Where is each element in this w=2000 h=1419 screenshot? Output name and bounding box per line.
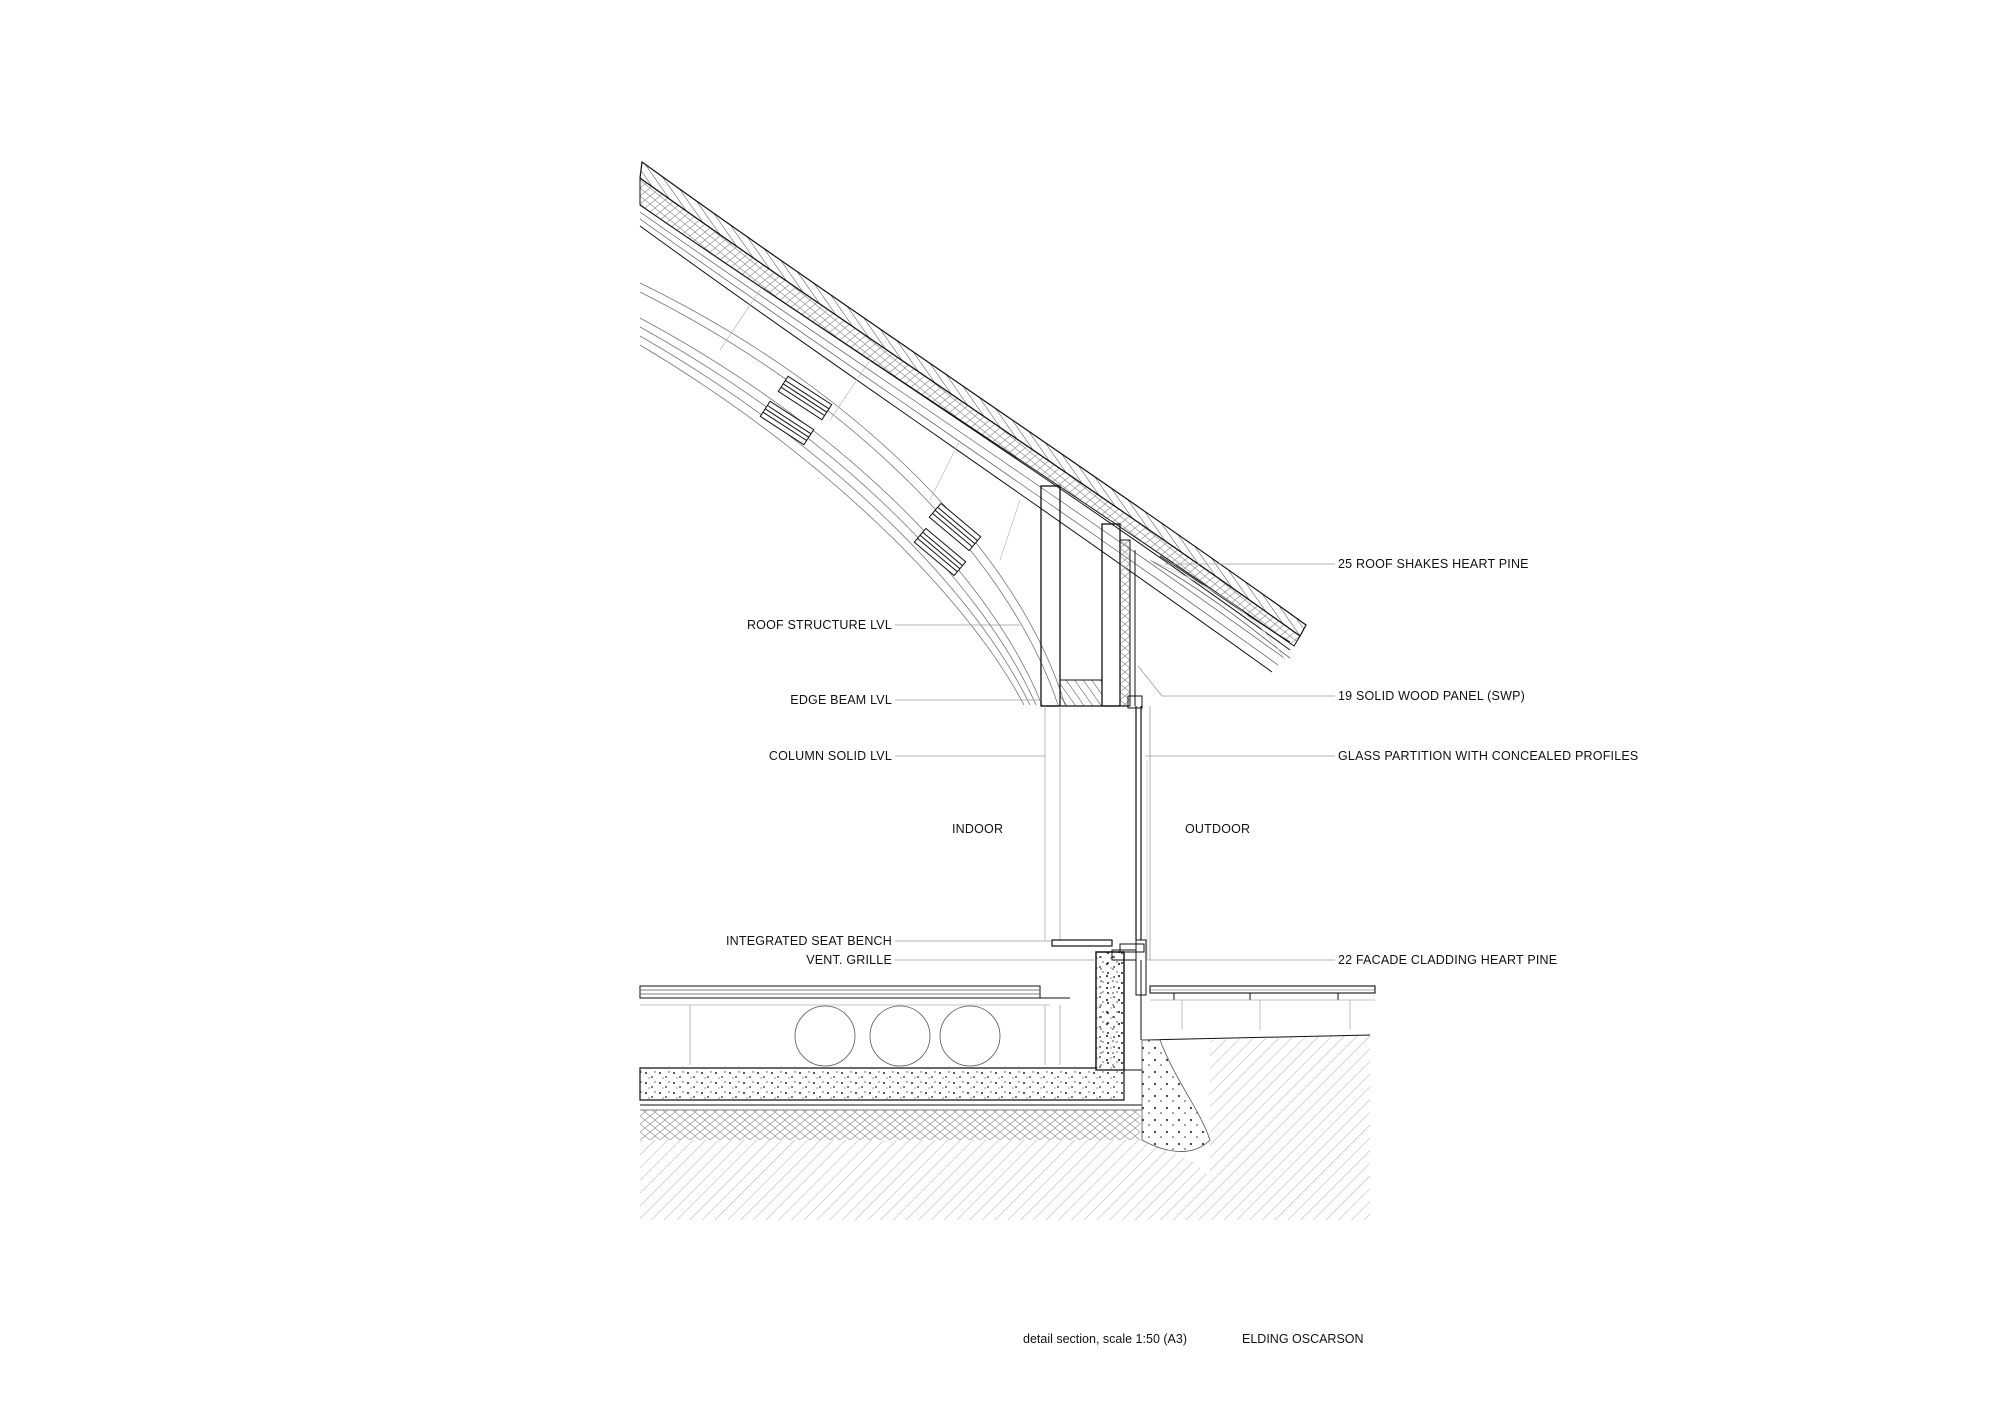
label-outdoor: OUTDOOR [1185,822,1251,836]
facade-cladding [1136,940,1146,1040]
label-roof-structure: ROOF STRUCTURE LVL [746,618,892,632]
roof-assembly [640,162,1306,705]
label-edge-beam: EDGE BEAM LVL [790,693,892,707]
column [1045,706,1060,940]
services-pipes [795,1006,1000,1066]
drawing-caption: detail section, scale 1:50 (A3) [1023,1332,1187,1346]
drawing-author: ELDING OSCARSON [1242,1332,1364,1346]
glass-partition [1136,706,1150,960]
roof-insulation [640,178,1300,646]
outdoor-deck [1150,986,1375,1030]
solid-wood-panel [1120,540,1142,708]
foundation-slab [640,952,1142,1110]
label-roof-shakes: 25 ROOF SHAKES HEART PINE [1338,557,1529,571]
label-vent-grille: VENT. GRILLE [806,953,892,967]
slab-insulation [640,1110,1140,1140]
label-seat-bench: INTEGRATED SEAT BENCH [725,934,892,948]
label-solid-wood-panel: 19 SOLID WOOD PANEL (SWP) [1338,689,1525,703]
label-column: COLUMN SOLID LVL [768,749,892,763]
drainage-gravel [1142,1040,1210,1152]
floor-assembly [640,986,1070,1065]
label-indoor: INDOOR [952,822,1004,836]
label-glass-partition: GLASS PARTITION WITH CONCEALED PROFILES [1338,749,1639,763]
label-facade-cladding: 22 FACADE CLADDING HEART PINE [1338,953,1558,967]
